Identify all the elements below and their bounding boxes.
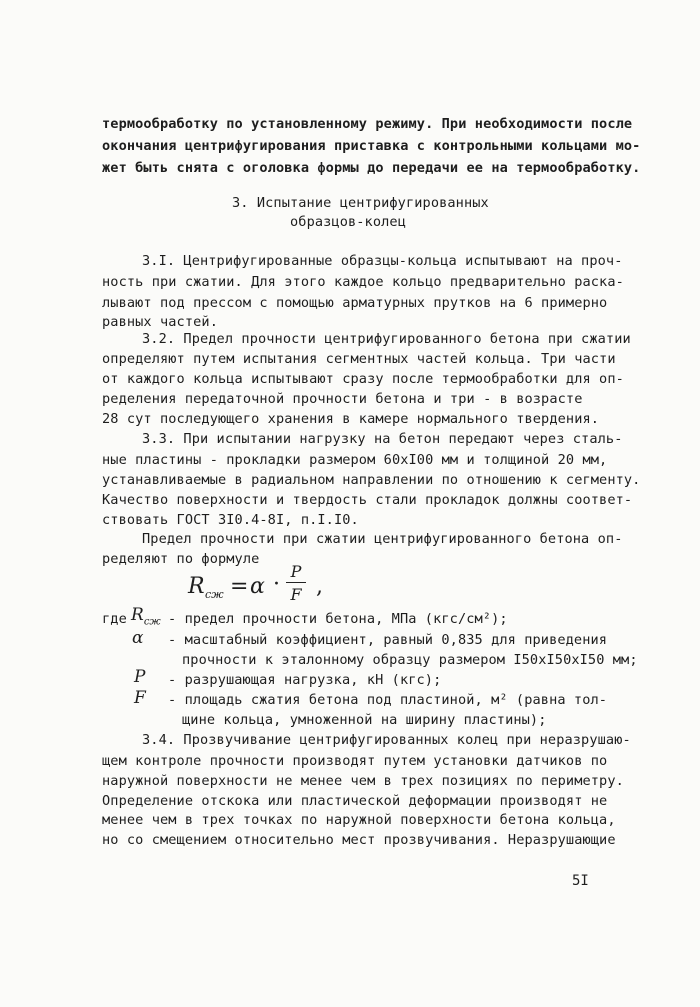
- p32-line-1: 3.2. Предел прочности центрифугированного бетона при сжатии: [142, 331, 631, 347]
- formula-alpha: α: [250, 574, 265, 599]
- formula-denominator: F: [290, 585, 302, 604]
- p33-line-5: ствовать ГОСТ 3I0.4-8I, п.I.I0.: [102, 512, 359, 528]
- formula-equals: =: [230, 574, 249, 599]
- legend-where-word: где: [102, 611, 127, 627]
- p31-line-2: ность при сжатии. Для этого каждое кольцо предварительно раска-: [102, 274, 624, 290]
- formula-numerator: P: [290, 562, 302, 581]
- formula-intro-line-2: ределяют по формуле: [102, 551, 260, 567]
- p32-line-5: 28 сут последующего хранения в камере нормального твердения.: [102, 411, 600, 427]
- formula-lhs-subscript: сж: [205, 588, 224, 601]
- legend-r-letter: R: [131, 605, 144, 625]
- p32-line-2: определяют путем испытания сегментных частей кольца. Три части: [102, 351, 616, 367]
- p32-line-4: ределения передаточной прочности бетона и три - в возрасте: [102, 391, 583, 407]
- p33-line-3: устанавливаемые в радиальном направлении по отношению к сегменту.: [102, 472, 641, 488]
- legend-f-symbol: F: [134, 688, 146, 708]
- formula-intro-line-1: Предел прочности при сжатии центрифугированного бетона оп-: [142, 531, 623, 547]
- p31-line-3: лывают под прессом с помощью арматурных прутков на 6 примерно: [102, 295, 608, 311]
- p34-line-6: но со смещением относительно мест прозвучивания. Неразрушающие: [102, 832, 616, 848]
- p34-line-3: наружной поверхности не менее чем в трех позициях по периметру.: [102, 773, 624, 789]
- p32-line-3: от каждого кольца испытывают сразу после термообработки для оп-: [102, 371, 624, 387]
- legend-r-text: - предел прочности бетона, МПа (кгс/см²);: [168, 611, 508, 627]
- intro-line-3: жет быть снята с оголовка формы до передачи ее на термообработку.: [102, 160, 641, 176]
- p33-line-4: Качество поверхности и твердость стали прокладок должны соответ-: [102, 492, 633, 508]
- intro-line-2: окончания центрифугирования приставка с контрольными кольцами мо-: [102, 138, 641, 154]
- formula-dot: ·: [273, 572, 280, 597]
- p33-line-2: ные пластины - прокладки размером 60хI00 мм и толщиной 20 мм,: [102, 452, 608, 468]
- legend-f-text-1: - площадь сжатия бетона под пластиной, м² (равна тол-: [168, 692, 608, 708]
- p31-line-1: 3.I. Центрифугированные образцы-кольца испытывают на проч-: [142, 253, 623, 269]
- legend-alpha-text-2: прочности к эталонному образцу размером I50хI50хI50 мм;: [182, 652, 638, 668]
- formula-fraction: [286, 562, 306, 604]
- page-number: 5I: [572, 873, 589, 889]
- p34-line-4: Определение отскока или пластической деформации производят не: [102, 793, 608, 809]
- p34-line-2: щем контроле прочности производят путем установки датчиков по: [102, 753, 608, 769]
- legend-alpha-text-1: - масштабный коэффициент, равный 0,835 для приведения: [168, 632, 608, 648]
- fraction-bar: [286, 582, 306, 583]
- p33-line-1: 3.3. При испытании нагрузку на бетон передают через сталь-: [142, 431, 623, 447]
- section-heading-line-2: образцов-колец: [290, 214, 406, 230]
- formula-lhs: R: [188, 574, 205, 599]
- legend-p-text: - разрушающая нагрузка, кН (кгс);: [168, 672, 442, 688]
- p34-line-1: 3.4. Прозвучивание центрифугированных колец при неразрушаю-: [142, 732, 631, 748]
- intro-line-1: термообработку по установленному режиму. При необходимости после: [102, 116, 633, 132]
- section-heading-line-1: 3. Испытание центрифугированных: [232, 195, 489, 211]
- legend-r-symbol: [131, 605, 161, 627]
- legend-alpha-symbol: α: [132, 628, 144, 648]
- legend-r-subscript: сж: [143, 616, 161, 628]
- p34-line-5: менее чем в трех точках по наружной поверхности бетона кольца,: [102, 812, 616, 828]
- legend-f-text-2: щине кольца, умноженной на ширину пластины);: [182, 712, 547, 728]
- p31-line-4: равных частей.: [102, 314, 218, 330]
- legend-p-symbol: P: [134, 667, 146, 687]
- formula-comma: ,: [316, 574, 323, 599]
